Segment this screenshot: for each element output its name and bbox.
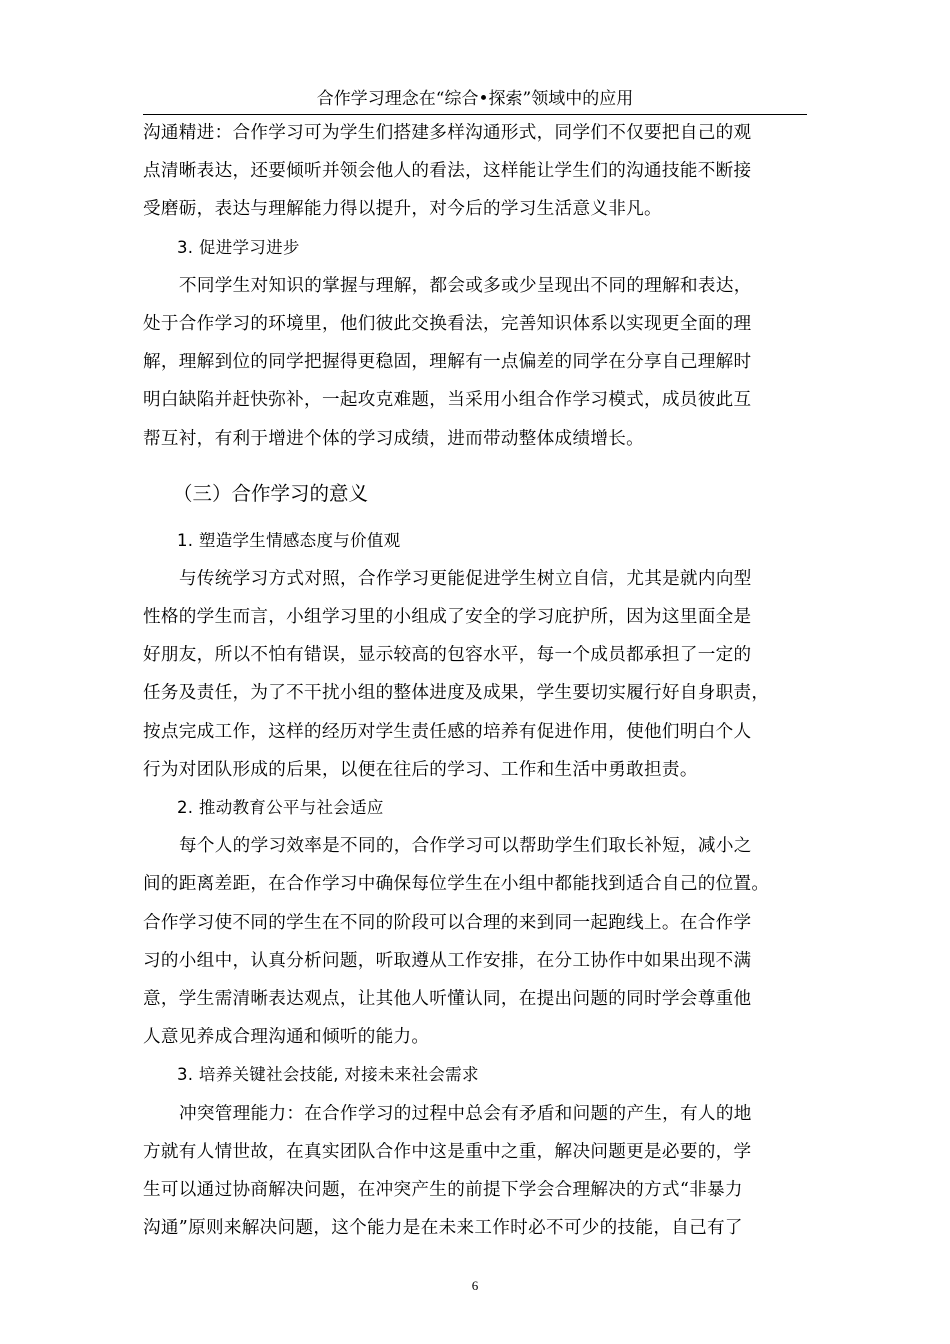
paragraph-line: 点清晰表达，还要倾听并领会他人的看法，这样能让学生们的沟通技能不断接 — [143, 161, 752, 182]
paragraph-line: 好朋友，所以不怕有错误，显示较高的包容水平，每一个成员都承担了一定的 — [143, 645, 752, 666]
subheading-equity: 2. 推动教育公平与社会适应 — [177, 798, 384, 817]
paragraph-line: 不同学生对知识的掌握与理解，都会或多或少呈现出不同的理解和表达， — [179, 275, 752, 296]
subheading-social-skills: 3. 培养关键社会技能, 对接未来社会需求 — [177, 1065, 479, 1085]
paragraph-line: 沟通精进：合作学习可为学生们搭建多样沟通形式，同学们不仅要把自己的观 — [143, 123, 752, 143]
document-body — [143, 114, 807, 1247]
subheading-emotion-values: 1. 塑造学生情感态度与价值观 — [177, 530, 401, 550]
paragraph-line: 与传统学习方式对照，合作学习更能促进学生树立自信，尤其是就内向型 — [179, 568, 752, 589]
paragraph-line: 按点完成工作，这样的经历对学生责任感的培养有促进作用，使他们明白个人 — [143, 721, 752, 742]
paragraph-line: 解，理解到位的同学把握得更稳固，理解有一点偏差的同学在分享自己理解时 — [143, 352, 752, 373]
paragraph-line: 人意见养成合理沟通和倾听的能力。 — [143, 1027, 430, 1048]
subheading-promote-learning: 3. 促进学习进步 — [177, 237, 300, 257]
paragraph-line: 方就有人情世故，在真实团队合作中这是重中之重，解决问题更是必要的，学 — [143, 1141, 752, 1162]
page-header: 合作学习理念在“综合•探索”领域中的应用 — [143, 88, 807, 115]
paragraph-line: 间的距离差距，在合作学习中确保每位学生在小组中都能找到适合自己的位置。 — [143, 874, 770, 895]
paragraph-line: 冲突管理能力：在合作学习的过程中总会有矛盾和问题的产生，有人的地 — [179, 1103, 752, 1124]
paragraph-line: 受磨砺，表达与理解能力得以提升，对今后的学习生活意义非凡。 — [143, 199, 662, 220]
page-number: 6 — [471, 1278, 479, 1293]
paragraph-line: 每个人的学习效率是不同的，合作学习可以帮助学生们取长补短，减小之 — [179, 836, 752, 857]
paragraph-line: 生可以通过协商解决问题，在冲突产生的前提下学会合理解决的方式“非暴力 — [143, 1179, 743, 1200]
paragraph-line: 沟通”原则来解决问题，这个能力是在未来工作时必不可少的技能，自己有了 — [143, 1218, 743, 1239]
paragraph-line: 合作学习使不同的学生在不同的阶段可以合理的来到同一起跑线上。在合作学 — [143, 912, 752, 933]
paragraph-line: 性格的学生而言，小组学习里的小组成了安全的学习庇护所，因为这里面全是 — [143, 607, 752, 628]
paragraph-line: 处于合作学习的环境里，他们彼此交换看法，完善知识体系以实现更全面的理 — [143, 313, 752, 334]
paragraph-line: 意，学生需清晰表达观点，让其他人听懂认同，在提出问题的同时学会尊重他 — [143, 988, 752, 1009]
paragraph-line: 习的小组中，认真分析问题，听取遵从工作安排，在分工协作中如果出现不满 — [143, 950, 752, 971]
paragraph-line: 明白缺陷并赶快弥补，一起攻克难题，当采用小组合作学习模式，成员彼此互 — [143, 390, 752, 411]
paragraph-line: 行为对团队形成的后果，以便在往后的学习、工作和生活中勇敢担责。 — [143, 759, 698, 780]
paragraph-line: 任务及责任，为了不干扰小组的整体进度及成果，学生要切实履行好自身职责， — [143, 683, 770, 704]
paragraph-line: 帮互衬，有利于增进个体的学习成绩，进而带动整体成绩增长。 — [143, 428, 645, 449]
section-heading: （三）合作学习的意义 — [173, 481, 369, 505]
